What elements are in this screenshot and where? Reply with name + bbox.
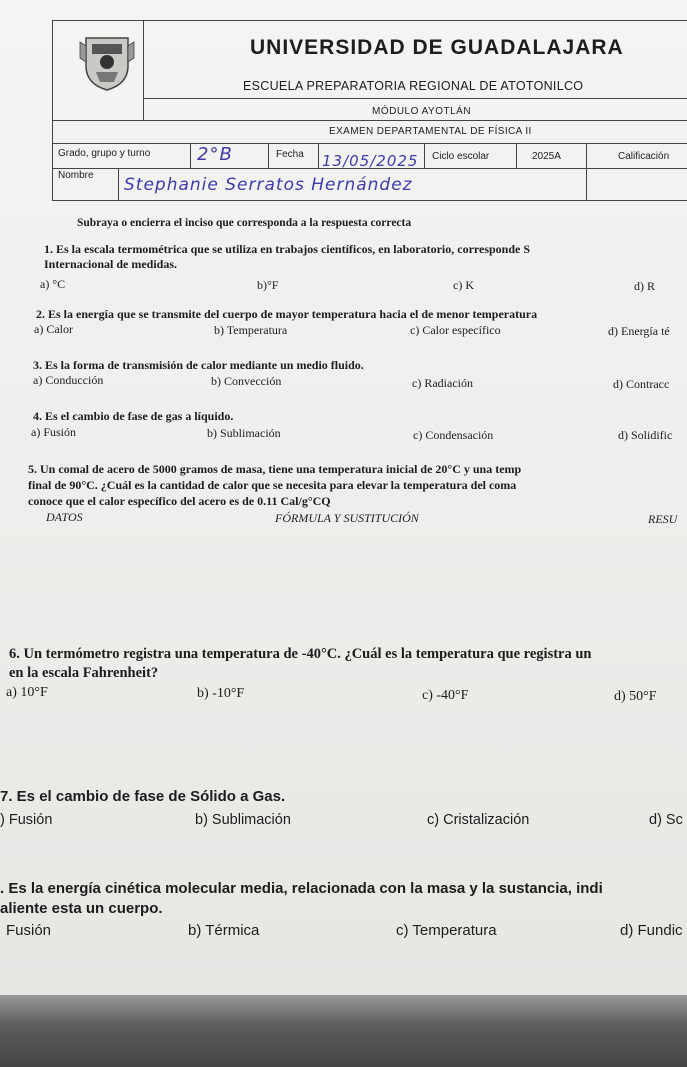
question-6-text: 6. Un termómetro registra una temperatura de -40°C. ¿Cuál es la temperatura que registra un — [9, 646, 592, 662]
q1-option-a[interactable]: a) °C — [40, 277, 66, 291]
question-3-text: 3. Es la forma de transmisión de calor mediante un medio fluido. — [33, 358, 364, 372]
question-6-text-cont: en la escala Fahrenheit? — [9, 665, 159, 681]
q1-option-b[interactable]: b)°F — [257, 278, 279, 292]
header-left-line — [52, 20, 53, 200]
grade-label: Grado, grupo y turno — [58, 148, 151, 159]
q2-option-c[interactable]: c) Calor específico — [410, 323, 501, 337]
question-7-text: 7. Es el cambio de fase de Sólido a Gas. — [0, 788, 286, 805]
header-line-1 — [143, 98, 687, 99]
q3-option-c[interactable]: c) Radiación — [412, 376, 473, 390]
q1-option-c[interactable]: c) K — [453, 278, 474, 292]
instructions: Subraya o encierra el inciso que corresponda a la respuesta correcta — [77, 217, 412, 229]
q6-option-a[interactable]: a) 10°F — [6, 685, 48, 700]
q7-option-a[interactable]: ) Fusión — [0, 812, 53, 828]
q8-option-b[interactable]: b) Térmica — [188, 922, 260, 939]
header-top-line — [52, 20, 687, 21]
cell-divider — [586, 143, 587, 200]
cycle-value: 2025A — [532, 151, 561, 162]
q3-option-b[interactable]: b) Convección — [211, 374, 282, 388]
score-label: Calificación — [618, 151, 670, 162]
q8-option-c[interactable]: c) Temperatura — [396, 922, 497, 939]
question-8-text: . Es la energía cinética molecular media, relacionada con la masa y la sustancia, indi — [0, 880, 603, 897]
cell-divider — [190, 143, 191, 168]
q5-result-column: RESU — [648, 512, 678, 526]
q8-option-d[interactable]: d) Fundic — [620, 922, 683, 939]
question-1-text-cont: Internacional de medidas. — [44, 257, 178, 271]
q7-option-b[interactable]: b) Sublimación — [195, 812, 291, 828]
header-line-3 — [52, 143, 687, 144]
q5-formula-column: FÓRMULA Y SUSTITUCIÓN — [275, 511, 419, 525]
header-line-2 — [52, 120, 687, 121]
module-name: MÓDULO AYOTLÁN — [372, 106, 472, 117]
cell-divider — [318, 143, 319, 168]
university-crest-icon — [78, 32, 136, 92]
q4-option-d[interactable]: d) Solidific — [618, 428, 673, 442]
cell-divider — [268, 143, 269, 168]
question-4-text: 4. Es el cambio de fase de gas a líquido. — [33, 409, 234, 423]
question-1-text: 1. Es la escala termométrica que se utiliza en trabajos científicos, en laboratorio, corresponde S — [44, 242, 531, 256]
question-5-text-cont: final de 90°C. ¿Cuál es la cantidad de calor que se necesita para elevar la temperatura del coma — [28, 478, 517, 492]
q4-option-b[interactable]: b) Sublimación — [207, 426, 281, 440]
q8-option-a[interactable]: Fusión — [6, 922, 52, 939]
q6-option-c[interactable]: c) -40°F — [422, 688, 469, 703]
q2-option-b[interactable]: b) Temperatura — [214, 323, 288, 337]
question-5-text-cont-2: conoce que el calor específico del acero es de 0.11 Cal/g°CQ — [28, 494, 331, 508]
q3-option-d[interactable]: d) Contracc — [613, 377, 670, 391]
q5-data-column: DATOS — [46, 510, 83, 524]
q6-option-b[interactable]: b) -10°F — [197, 686, 245, 701]
q6-option-d[interactable]: d) 50°F — [614, 689, 657, 704]
question-8-text-cont: aliente esta un cuerpo. — [0, 900, 163, 917]
cycle-label: Ciclo escolar — [432, 151, 490, 162]
q4-option-a[interactable]: a) Fusión — [31, 425, 76, 439]
header-bottom-line — [52, 200, 687, 201]
school-name: ESCUELA PREPARATORIA REGIONAL DE ATOTONILCO — [243, 79, 584, 93]
question-5-text: 5. Un comal de acero de 5000 gramos de masa, tiene una temperatura inicial de 20°C y una temp — [28, 462, 522, 476]
table-surface — [0, 995, 687, 1067]
cell-divider — [118, 168, 119, 200]
exam-department: EXAMEN DEPARTAMENTAL DE FÍSICA II — [329, 126, 532, 137]
logo-divider-line — [143, 20, 144, 120]
cell-divider — [424, 143, 425, 168]
date-value[interactable]: 13/05/2025 — [322, 152, 419, 170]
name-label: Nombre — [58, 170, 94, 181]
date-label: Fecha — [276, 149, 304, 160]
question-2-text: 2. Es la energía que se transmite del cuerpo de mayor temperatura hacia el de menor temperatura — [36, 307, 538, 321]
name-value[interactable]: Stephanie Serratos Hernández — [124, 175, 413, 195]
q7-option-c[interactable]: c) Cristalización — [427, 812, 530, 828]
university-title: UNIVERSIDAD DE GUADALAJARA — [250, 36, 624, 59]
q3-option-a[interactable]: a) Conducción — [33, 373, 104, 387]
grade-value[interactable]: 2°B — [197, 144, 233, 165]
cell-divider — [516, 143, 517, 168]
q4-option-c[interactable]: c) Condensación — [413, 428, 494, 442]
q7-option-d[interactable]: d) Sc — [649, 812, 683, 828]
q2-option-a[interactable]: a) Calor — [34, 322, 73, 336]
q1-option-d[interactable]: d) R — [634, 279, 655, 293]
q2-option-d[interactable]: d) Energía té — [608, 324, 670, 338]
